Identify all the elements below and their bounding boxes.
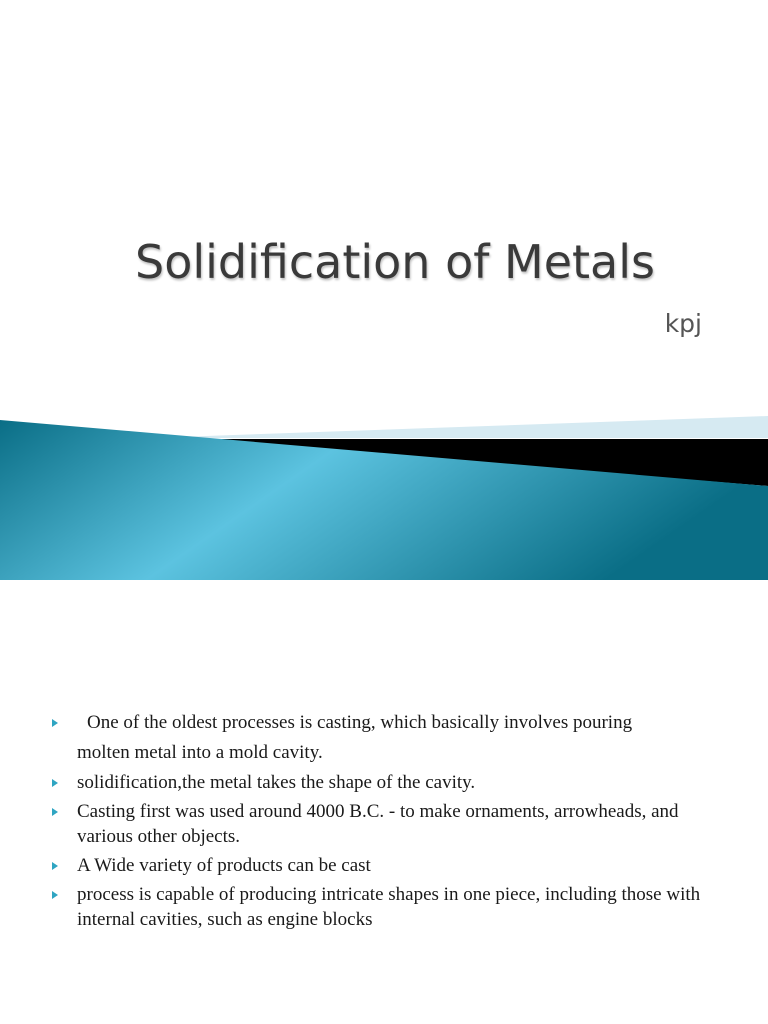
bullet-text: solidification,the metal takes the shape of the cavity. [77,772,476,793]
banner-pale-stripe [150,416,768,438]
slide-title: Solidification of Metals [135,235,655,289]
bullet-arrow-icon [52,862,58,870]
slide-subtitle: kpj [664,309,702,338]
bullet-text: process is capable of producing intricate shapes in one piece, including those with internal cavities, such as engine blocks [77,884,701,930]
bullet-arrow-icon [52,719,58,727]
bullet-text-line: One of the oldest processes is casting, which basically involves pouring [87,712,633,733]
bullet-item [52,799,724,849]
bullet-arrow-icon [52,779,58,787]
bullet-list [52,708,724,936]
bullet-arrow-icon [52,808,58,816]
bullet-item [52,853,724,878]
bullet-text [77,708,632,768]
decorative-banner [0,410,768,580]
bullet-text: A Wide variety of products can be cast [77,855,371,876]
bullet-item [52,882,724,932]
bullet-item [52,770,724,795]
bullet-item [52,708,724,768]
bullet-arrow-icon [52,891,58,899]
bullet-text: Casting first was used around 4000 B.C. - to make ornaments, arrowheads, and various other objects. [77,801,679,847]
bullet-text-line: molten metal into a mold cavity. [77,742,323,763]
